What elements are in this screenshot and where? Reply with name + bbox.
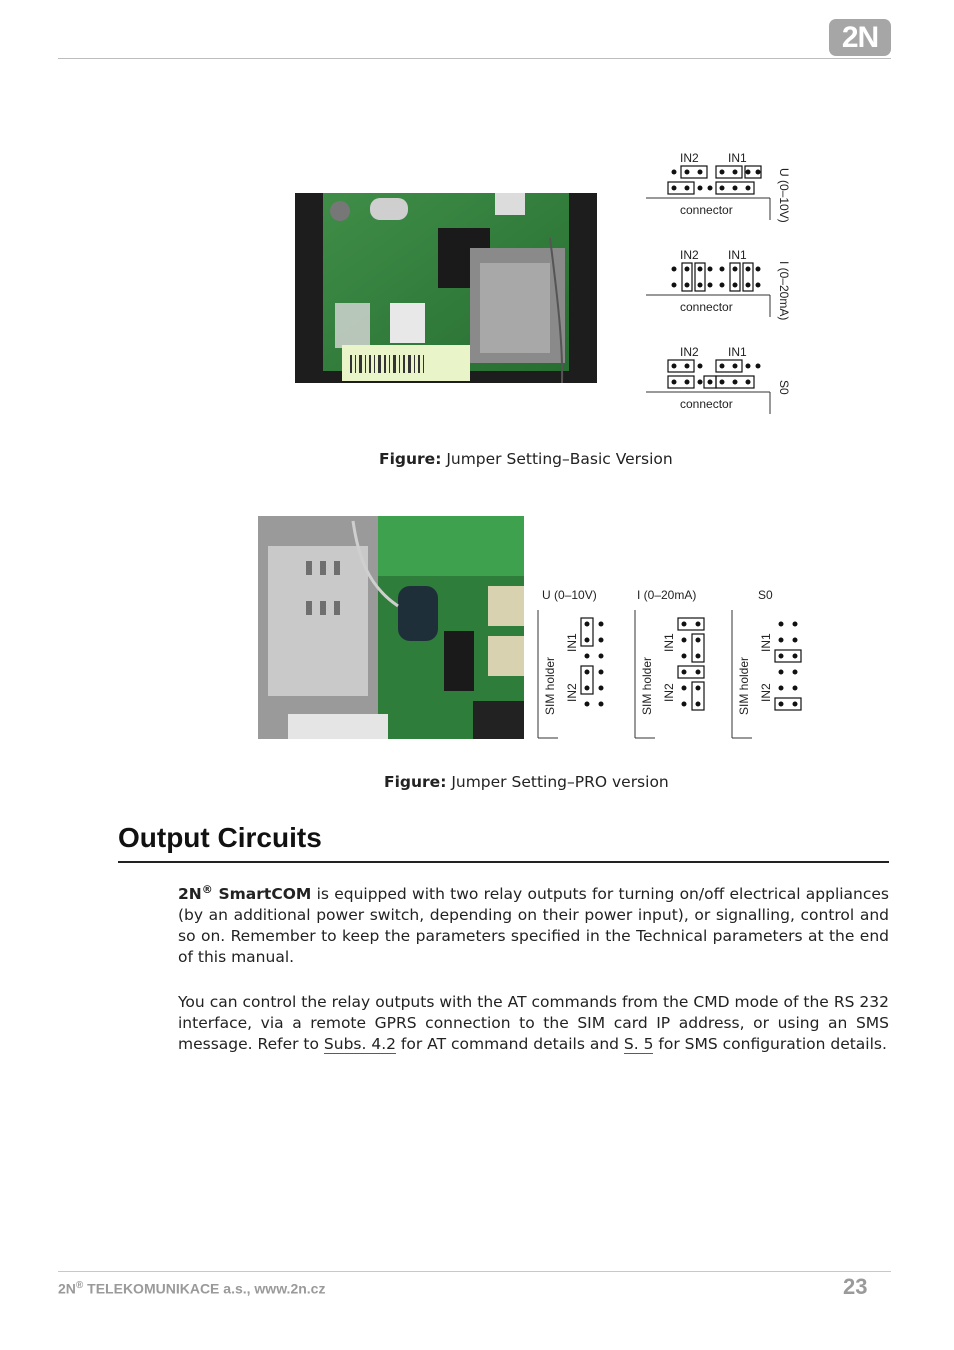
link-subs-4-2[interactable]: Subs. 4.2 — [323, 1035, 396, 1053]
jumper-block-s0 — [646, 345, 791, 414]
pro-label-sim-holder: SIM holder — [543, 656, 557, 715]
pro-label-mode-s0: S0 — [758, 588, 773, 602]
label-in2: IN2 — [680, 248, 699, 262]
basic-version-board-photo — [295, 193, 597, 383]
label-mode-u: U (0–10V) — [777, 168, 791, 223]
pro-label-in2: IN2 — [759, 683, 773, 702]
page-number: 23 — [843, 1274, 868, 1299]
pro-block-u — [538, 588, 604, 738]
footer-company: 2N® TELEKOMUNIKACE a.s., www.2n.cz — [58, 1280, 326, 1297]
pro-label-in1: IN1 — [662, 633, 676, 652]
jumper-block-i — [646, 248, 791, 320]
pro-label-in1: IN1 — [759, 633, 773, 652]
section-title: Output Circuits — [118, 822, 322, 853]
link-s-5[interactable]: S. 5 — [623, 1035, 654, 1053]
pro-block-s0 — [732, 588, 801, 738]
jumper-block-u — [646, 151, 791, 223]
figure2-caption: Figure: Jumper Setting–PRO version — [384, 773, 669, 791]
footer-rule — [58, 1271, 891, 1272]
pro-label-in2: IN2 — [565, 683, 579, 702]
label-in2: IN2 — [680, 345, 699, 359]
paragraph-relay-outputs: 2N® SmartCOM is equipped with two relay outputs for turning on/off electrical appliances (by an additional power switch, depending on their power input), or signalling, control and so on. Remember to keep the parameters specified in the Technical parameters at the end of this manual. — [178, 882, 890, 966]
pro-version-jumper-diagram — [530, 580, 820, 745]
label-in2: IN2 — [680, 151, 699, 165]
pro-block-i — [635, 588, 704, 738]
brand-name: 2N® SmartCOM — [178, 882, 312, 903]
label-connector: connector — [680, 397, 733, 411]
pro-label-in2: IN2 — [662, 683, 676, 702]
pro-label-in1: IN1 — [565, 633, 579, 652]
label-connector: connector — [680, 203, 733, 217]
label-in1: IN1 — [728, 151, 747, 165]
pro-label-mode-i: I (0–20mA) — [637, 588, 697, 602]
pro-version-board-photo — [258, 516, 524, 739]
label-connector: connector — [680, 300, 733, 314]
label-in1: IN1 — [728, 345, 747, 359]
2n-logo: 2N — [829, 19, 891, 56]
pro-label-sim-holder: SIM holder — [737, 656, 751, 715]
pro-label-mode-u: U (0–10V) — [542, 588, 597, 602]
label-in1: IN1 — [728, 248, 747, 262]
basic-version-jumper-diagram — [640, 148, 810, 420]
header-rule — [58, 58, 891, 59]
figure1-caption: Figure: Jumper Setting–Basic Version — [379, 450, 673, 468]
label-mode-i: I (0–20mA) — [777, 261, 791, 321]
label-mode-s0: S0 — [777, 380, 791, 395]
pro-label-sim-holder: SIM holder — [640, 656, 654, 715]
paragraph-relay-control: You can control the relay outputs with the AT commands from the CMD mode of the RS 232 interface, via a remote GPRS connection to the SIM card IP address, or using an SMS message. Refer to Subs. 4.2 for AT command details and S. 5 for SMS configuration details. — [178, 993, 889, 1053]
section-title-rule — [118, 861, 889, 863]
